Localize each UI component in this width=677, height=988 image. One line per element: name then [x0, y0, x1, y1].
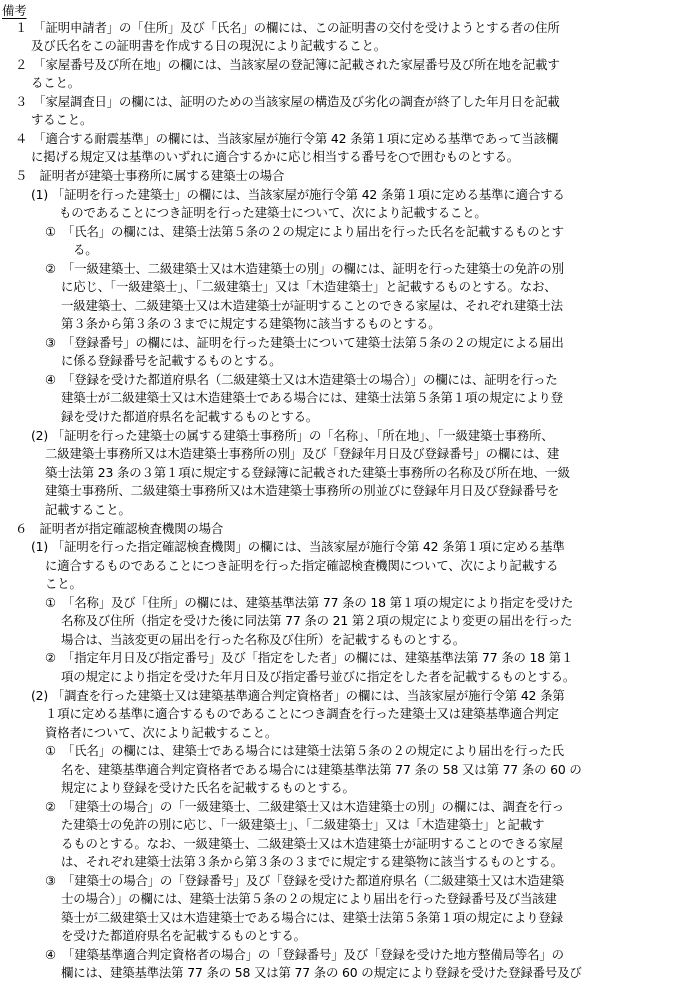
note-5-1-item-4-line-2: 建築士が二級建築士又は木造建築士である場合には、建築士法第５条第１項の規定により登	[61, 390, 563, 405]
note-6-1-line-1: (1) 「証明を行った指定確認検査機関」の欄には、当該家屋が施行令第 42 条第１項に定める基準	[31, 539, 565, 554]
note-6-2-item-3-line-4: を受けた都道府県名を記載するものとする。	[61, 928, 306, 943]
note-5-2-line-3: 築士法第 23 条の３第１項に規定する登録簿に記載された建築士事務所の名称及び所在地、一級	[45, 465, 570, 480]
note-4-line-2: に掲げる規定又は基準のいずれに適合するかに応じ相当する番号を○で囲むものとする。	[31, 149, 520, 164]
note-2-line-2: ること。	[31, 75, 80, 90]
note-5-2-line-5: 記載すること。	[45, 502, 131, 517]
note-5-1-item-2-line-1: ② 「一級建築士、二級建築士又は木造建築士の別」の欄には、証明を行った建築士の免許の別	[45, 261, 564, 276]
note-3-line-2: すること。	[31, 112, 93, 127]
note-6-2-item-3-line-2: 士の場合）」の欄には、建築士法第５条の２の規定により届出を行った登録番号及び当該建	[61, 891, 557, 906]
note-6-2-line-2: １項に定める基準に適合するものであることにつき調査を行った建築士又は建築基準適合判定	[45, 706, 559, 721]
note-5-1-item-2-line-2: に応じ、「一級建築士」、「二級建築士」又は「木造建築士」と記載するものとする。なお、	[61, 279, 557, 294]
note-6-1-item-1-line-3: 場合は、当該変更の届出を行った名称及び住所）を記載するものとする。	[61, 632, 465, 647]
note-5-2-line-1: (2) 「証明を行った建築士の属する建築士事務所」の「名称」、「所在地」、「一級建築士事務所、	[31, 428, 554, 443]
note-6-1-item-1-line-2: 名称及び住所（指定を受けた後に同法第 77 条の 21 第２項の規定により変更の届出を行った	[61, 613, 573, 628]
note-6-2-item-1-line-1: ① 「氏名」の欄には、建築士である場合には建築士法第５条の２の規定により届出を行った氏	[45, 743, 564, 758]
note-5-1-item-1-line-1: ① 「氏名」の欄には、建築士法第５条の２の規定により届出を行った氏名を記載するものとす	[45, 224, 564, 239]
note-6-1-item-1-line-1: ① 「名称」及び「住所」の欄には、建築基準法第 77 条の 18 第１項の規定により指定を受けた	[45, 595, 574, 610]
note-2-line-1: ２ 「家屋番号及び所在地」の欄には、当該家屋の登記簿に記載された家屋番号及び所在地を記載す	[15, 57, 560, 72]
note-6-2-item-1-line-3: 規定により登録を受けた氏名を記載するものとする。	[61, 780, 355, 795]
note-6-2-item-3-line-1: ③ 「建築士の場合」の「登録番号」及び「登録を受けた都道府県名（二級建築士又は木造建築	[45, 873, 564, 888]
note-6-2-item-2-line-3: るものとする。なお、一級建築士、二級建築士又は木造建築士が証明することのできる家屋	[61, 836, 563, 851]
note-6-2-item-3-line-3: 築士が二級建築士又は木造建築士である場合には、建築士法第５条第１項の規定により登録	[61, 910, 563, 925]
note-5-1-item-3-line-2: に係る登録番号を記載するものとする。	[61, 353, 282, 368]
note-6-1-line-3: こと。	[45, 576, 82, 591]
note-6-2-line-1: (2) 「調査を行った建築士又は建築基準適合判定資格者」の欄には、当該家屋が施行令第 42 条第	[31, 688, 565, 703]
note-6-2-item-2-line-2: た建築士の免許の別に応じ、「一級建築士」、「二級建築士」又は「木造建築士」と記載す	[61, 817, 545, 832]
note-5-1-item-4-line-3: 録を受けた都道府県名を記載するものとする。	[61, 409, 319, 424]
note-6-1-line-2: に適合するものであることにつき証明を行った指定確認検査機関について、次により記載する	[45, 558, 559, 573]
note-6-2-line-3: 資格者について、次により記載すること。	[45, 725, 278, 740]
document-heading: 備考	[2, 3, 27, 18]
note-6-1-item-2-line-1: ② 「指定年月日及び指定番号」及び「指定をした者」の欄には、建築基準法第 77 条の 18 第１	[45, 650, 574, 665]
note-5-2-line-4: 建築士事務所、二級建築士事務所又は木造建築士事務所の別並びに登録年月日及び登録番号を	[45, 483, 560, 498]
note-1-line-2: 及び氏名をこの証明書を作成する日の現況により記載すること。	[31, 38, 386, 53]
note-5-1-item-2-line-4: 第３条から第３条の３までに規定する建築物に該当するものとする。	[61, 316, 441, 331]
note-5-1-item-2-line-3: 一級建築士、二級建築士又は木造建築士が証明することのできる家屋は、それぞれ建築士法	[61, 298, 563, 313]
note-5-1-item-3-line-1: ③ 「登録番号」の欄には、証明を行った建築士について建築士法第５条の２の規定による届出	[45, 335, 564, 350]
note-5-1-line-2: ものであることにつき証明を行った建築士について、次により記載すること。	[59, 205, 487, 220]
note-6-2-item-2-line-4: は、それぞれ建築士法第３条から第３条の３までに規定する建築物に該当するものとする。	[61, 854, 563, 869]
note-5-heading: ５ 証明者が建築士事務所に属する建築士の場合	[15, 168, 285, 183]
note-6-heading: ６ 証明者が指定確認検査機関の場合	[15, 521, 224, 536]
note-6-2-item-1-line-2: 名を、建築基準適合判定資格者である場合には建築基準法第 77 条の 58 又は第 77 条の 60 の	[61, 762, 582, 777]
note-5-1-item-4-line-1: ④ 「登録を受けた都道府県名（二級建築士又は木造建築士の場合）」の欄には、証明を行った	[45, 372, 558, 387]
note-1-line-1: １ 「証明申請者」の「住所」及び「氏名」の欄には、この証明書の交付を受けようとする者の住所	[15, 20, 560, 35]
note-6-2-item-2-line-1: ② 「建築士の場合」の「一級建築士、二級建築士又は木造建築士の別」の欄には、調査を行っ	[45, 799, 564, 814]
note-5-2-line-2: 二級建築士事務所又は木造建築士事務所の別」及び「登録年月日及び登録番号」の欄には、建	[45, 446, 560, 461]
note-5-1-line-1: (1) 「証明を行った建築士」の欄には、当該家屋が施行令第 42 条第１項に定める基準に適合する	[31, 187, 565, 202]
note-3-line-1: ３ 「家屋調査日」の欄には、証明のための当該家屋の構造及び劣化の調査が終了した年月日を記載	[15, 94, 560, 109]
note-4-line-1: ４ 「適合する耐震基準」の欄には、当該家屋が施行令第 42 条第１項に定める基準であって当該欄	[15, 131, 559, 146]
note-6-2-item-4-line-2: 欄には、建築基準法第 77 条の 58 又は第 77 条の 60 の規定により登録を受けた登録番号及び	[61, 965, 582, 980]
note-6-2-item-4-line-1: ④ 「建築基準適合判定資格者の場合」の「登録番号」及び「登録を受けた地方整備局等名」の	[45, 947, 564, 962]
note-6-1-item-2-line-2: 項の規定により指定を受けた年月日及び指定番号並びに指定をした者を記載するものとする。	[61, 669, 576, 684]
note-5-1-item-1-line-2: る。	[73, 242, 98, 257]
